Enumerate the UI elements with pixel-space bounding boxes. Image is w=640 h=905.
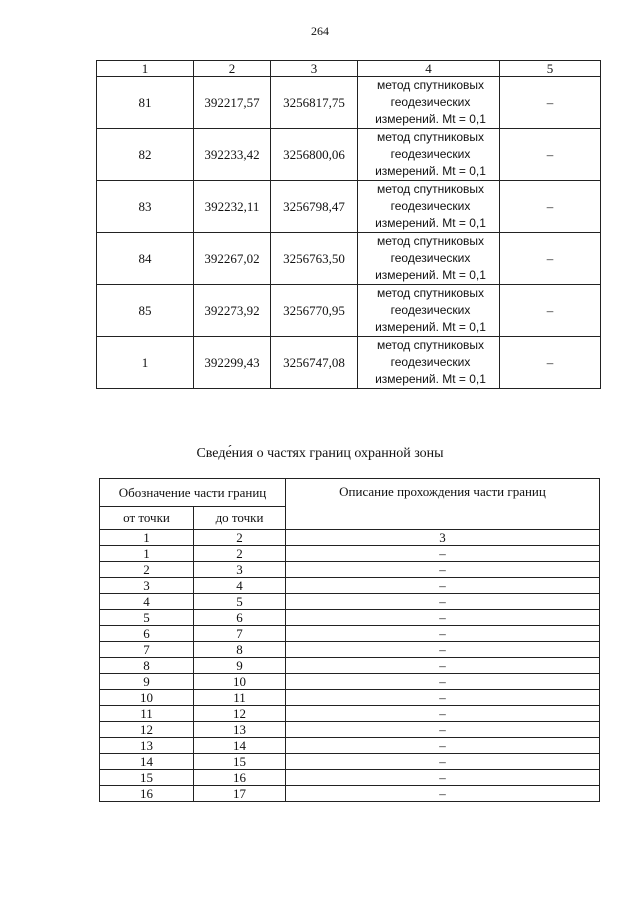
column-number-5: 5 [500,61,601,77]
from-point: 14 [100,754,194,770]
coordinates-row [97,337,601,389]
to-point: 5 [194,594,286,610]
parts-column-number-1: 1 [100,530,194,546]
x-coordinate: 392232,11 [194,181,271,233]
from-point: 7 [100,642,194,658]
part-description: – [286,690,600,706]
coordinates-row [97,233,601,285]
method-line: геодезических [390,303,471,317]
boundary-part-row [100,754,600,770]
to-point: 17 [194,786,286,802]
part-description: – [286,674,600,690]
y-coordinate: 3256817,75 [271,77,358,129]
column-number-4: 4 [358,61,500,77]
part-description: – [286,770,600,786]
method-description [358,77,500,129]
method-line: измерений. Mt = 0,1 [375,216,486,230]
method-line: измерений. Mt = 0,1 [375,112,486,126]
part-description: – [286,546,600,562]
x-coordinate: 392267,02 [194,233,271,285]
from-point-header: от точки [100,507,194,530]
method-line: измерений. Mt = 0,1 [375,320,486,334]
method-line: геодезических [390,95,471,109]
boundary-part-row [100,690,600,706]
method-line: метод спутниковых [376,234,484,248]
method-line: геодезических [390,355,471,369]
to-point: 10 [194,674,286,690]
column-number-1: 1 [97,61,194,77]
method-line: геодезических [390,251,471,265]
from-point: 15 [100,770,194,786]
method-description [358,181,500,233]
parts-header-row-1 [100,479,600,507]
boundary-part-row [100,674,600,690]
boundary-part-row [100,610,600,626]
to-point: 4 [194,578,286,594]
parts-number-row [100,530,600,546]
x-coordinate: 392273,92 [194,285,271,337]
part-description: – [286,562,600,578]
from-point: 10 [100,690,194,706]
method-line: метод спутниковых [376,338,484,352]
boundary-part-row [100,786,600,802]
y-coordinate: 3256763,50 [271,233,358,285]
from-point: 1 [100,546,194,562]
boundary-parts-table [99,478,600,802]
to-point: 9 [194,658,286,674]
from-point: 8 [100,658,194,674]
coordinates-table-body [97,61,601,389]
to-point: 11 [194,690,286,706]
part-description: – [286,706,600,722]
to-point: 13 [194,722,286,738]
to-point: 3 [194,562,286,578]
method-line: метод спутниковых [376,130,484,144]
method-line: метод спутниковых [376,182,484,196]
note-cell: – [500,77,601,129]
part-description: – [286,786,600,802]
boundary-part-row [100,578,600,594]
boundary-part-row [100,658,600,674]
to-point: 8 [194,642,286,658]
y-coordinate: 3256770,95 [271,285,358,337]
method-line: геодезических [390,147,471,161]
note-cell: – [500,181,601,233]
method-line: измерений. Mt = 0,1 [375,268,486,282]
to-point: 6 [194,610,286,626]
section-title: Сведе́ния о частях границ охранной зоны [196,446,444,461]
parts-column-number-2: 2 [194,530,286,546]
designation-header: Обозначение части границ [100,479,286,507]
point-number: 83 [97,181,194,233]
method-description [358,337,500,389]
column-number-2: 2 [194,61,271,77]
part-description: – [286,610,600,626]
point-number: 1 [97,337,194,389]
boundary-part-row [100,722,600,738]
point-number: 81 [97,77,194,129]
from-point: 6 [100,626,194,642]
y-coordinate: 3256800,06 [271,129,358,181]
from-point: 11 [100,706,194,722]
from-point: 5 [100,610,194,626]
boundary-parts-table-body [100,479,600,802]
coordinates-row [97,129,601,181]
from-point: 16 [100,786,194,802]
parts-column-number-3: 3 [286,530,600,546]
boundary-part-row [100,642,600,658]
to-point: 16 [194,770,286,786]
part-description: – [286,626,600,642]
from-point: 4 [100,594,194,610]
coordinates-row [97,77,601,129]
part-description: – [286,642,600,658]
boundary-part-row [100,626,600,642]
coordinates-row [97,181,601,233]
boundary-part-row [100,738,600,754]
x-coordinate: 392217,57 [194,77,271,129]
to-point-header: до точки [194,507,286,530]
method-description [358,129,500,181]
boundary-part-row [100,594,600,610]
to-point: 15 [194,754,286,770]
point-number: 85 [97,285,194,337]
method-line: метод спутниковых [376,78,484,92]
page-number: 264 [311,24,329,38]
boundary-part-row [100,706,600,722]
description-header: Описание прохождения части границ [286,479,600,530]
method-line: измерений. Mt = 0,1 [375,372,486,386]
note-cell: – [500,337,601,389]
method-description [358,285,500,337]
coordinates-row [97,285,601,337]
part-description: – [286,738,600,754]
to-point: 12 [194,706,286,722]
method-description [358,233,500,285]
x-coordinate: 392233,42 [194,129,271,181]
boundary-part-row [100,770,600,786]
from-point: 13 [100,738,194,754]
to-point: 14 [194,738,286,754]
to-point: 2 [194,546,286,562]
note-cell: – [500,129,601,181]
note-cell: – [500,233,601,285]
part-description: – [286,658,600,674]
y-coordinate: 3256747,08 [271,337,358,389]
y-coordinate: 3256798,47 [271,181,358,233]
point-number: 82 [97,129,194,181]
from-point: 9 [100,674,194,690]
x-coordinate: 392299,43 [194,337,271,389]
part-description: – [286,722,600,738]
point-number: 84 [97,233,194,285]
from-point: 2 [100,562,194,578]
method-line: измерений. Mt = 0,1 [375,164,486,178]
part-description: – [286,754,600,770]
column-number-3: 3 [271,61,358,77]
part-description: – [286,594,600,610]
method-line: метод спутниковых [376,286,484,300]
from-point: 12 [100,722,194,738]
boundary-part-row [100,546,600,562]
from-point: 3 [100,578,194,594]
note-cell: – [500,285,601,337]
part-description: – [286,578,600,594]
to-point: 7 [194,626,286,642]
coordinates-header-row [97,61,601,77]
coordinates-table [96,60,601,389]
boundary-part-row [100,562,600,578]
method-line: геодезических [390,199,471,213]
